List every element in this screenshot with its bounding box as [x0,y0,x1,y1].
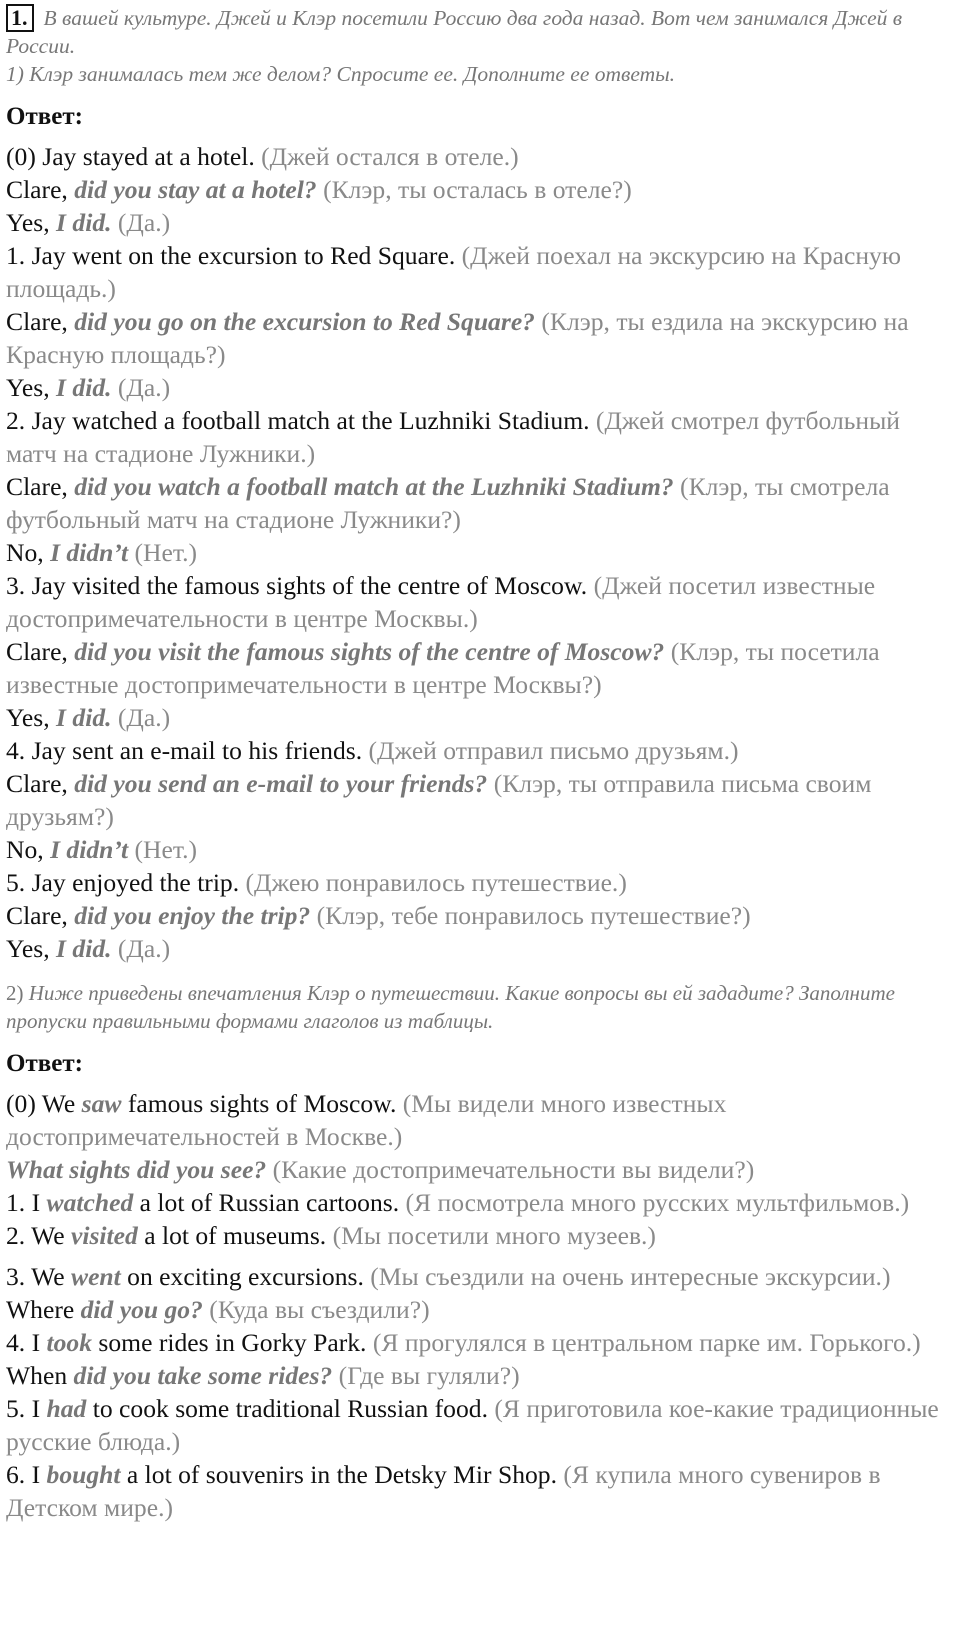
answer-fill: watched [46,1188,134,1217]
translation-text: (Я купила много сувениров в Детском мире.) [6,1460,881,1522]
answer-line [6,833,946,866]
answer-line [6,1359,946,1392]
task-2-text: Ниже приведены впечатления Клэр о путешествии. Какие вопросы вы ей зададите? Заполните пропуски правильными формами глаголов из таблицы. [6,981,895,1033]
answer-line [6,371,946,404]
translation-text: (Джей посетил известные достопримечательности в центре Москвы.) [6,571,876,633]
answer-line [6,305,946,371]
translation-text: (Джею понравилось путешествие.) [245,868,627,897]
translation-text: (Какие достопримечательности вы видели?) [266,1155,755,1184]
translation-text: (Мы видели много известных достопримечательностей в Москве.) [6,1089,727,1151]
answer-fill: went [71,1262,121,1291]
translation-text: (Клэр, тебе понравилось путешествие?) [310,901,751,930]
answer-fill: I did. [56,703,112,732]
answer-fill: did you enjoy the trip? [74,901,311,930]
answer-fill: did you visit the famous sights of the centre of Moscow? [74,637,665,666]
translation-text: (Да.) [111,934,171,963]
answer-fill: bought [46,1460,121,1489]
sentence-text: Clare, [6,901,75,930]
translation-text: (Я посмотрела много русских мультфильмов.) [405,1188,910,1217]
translation-text: (Джей остался в отеле.) [261,142,519,171]
sentence-text: on exciting excursions. [120,1262,371,1291]
translation-text: (Да.) [111,373,171,402]
sentence-text: 5. I [6,1394,47,1423]
answer-fill: did you watch a football match at the Luzhniki Stadium? [74,472,674,501]
sentence-text: 1. I [6,1188,47,1217]
answer-line [6,470,946,536]
answer-line [6,1087,946,1153]
answer-line [6,1219,946,1252]
answer-fill: I did. [56,934,112,963]
exercise-task-2 [6,979,946,1035]
exercise-instruction: В вашей культуре. Джей и Клэр посетили Россию два года назад. Вот чем занимался Джей в России. [6,6,903,58]
sentence-text: Yes, [6,373,57,402]
sentence-text: (0) We [6,1089,82,1118]
answer-fill: did you go? [80,1295,203,1324]
answer-fill: What sights did you see? [6,1155,267,1184]
answer-line [6,1326,946,1359]
sentence-text: Clare, [6,175,75,204]
answer-line [6,899,946,932]
answer-line [6,701,946,734]
answer-line [6,1392,946,1458]
spacer [6,1252,946,1260]
answer-line [6,173,946,206]
answer-fill: I did. [56,208,112,237]
translation-text: (Джей смотрел футбольный матч на стадионе Лужники.) [6,406,900,468]
answer-fill: did you go on the excursion to Red Square? [74,307,535,336]
translation-text: (Клэр, ты смотрела футбольный матч на стадионе Лужники?) [6,472,890,534]
translation-text: (Да.) [111,703,171,732]
sentence-text: a lot of museums. [137,1221,333,1250]
translation-text: (Клэр, ты осталась в отеле?) [316,175,632,204]
answer-line [6,404,946,470]
answer-line [6,1186,946,1219]
translation-text: (Нет.) [128,538,198,567]
answer-line [6,239,946,305]
exercise-task-1: 1) Клэр занималась тем же делом? Спросите ее. Дополните ее ответы. [6,62,676,86]
sentence-text: to cook some traditional Russian food. [86,1394,495,1423]
answer-line [6,569,946,635]
answer-fill: took [46,1328,93,1357]
answer-block-2 [6,1087,946,1524]
sentence-text: Where [6,1295,81,1324]
sentence-text: 3. We [6,1262,71,1291]
translation-text: (Джей отправил письмо друзьям.) [368,736,739,765]
answer-line [6,635,946,701]
sentence-text: 6. I [6,1460,47,1489]
answer-fill: visited [71,1221,138,1250]
answer-fill: I did. [56,373,112,402]
sentence-text: Clare, [6,769,75,798]
sentence-text: some rides in Gorky Park. [92,1328,373,1357]
answer-fill: did you send an e-mail to your friends? [74,769,488,798]
sentence-text: Yes, [6,703,57,732]
answer-fill: I didn’t [50,538,129,567]
answer-fill: did you stay at a hotel? [74,175,317,204]
answer-line [6,206,946,239]
translation-text: (Клэр, ты ездила на экскурсию на Красную площадь?) [6,307,909,369]
answer-line [6,1153,946,1186]
translation-text: (Куда вы съездили?) [202,1295,430,1324]
sentence-text: Clare, [6,472,75,501]
sentence-text: 1. Jay went on the excursion to Red Square. [6,241,462,270]
sentence-text: Yes, [6,934,57,963]
answer-line [6,932,946,965]
answer-line [6,1458,946,1524]
sentence-text: 3. Jay visited the famous sights of the centre of Moscow. [6,571,594,600]
sentence-text: famous sights of Moscow. [121,1089,403,1118]
sentence-text: a lot of souvenirs in the Detsky Mir Shop. [120,1460,564,1489]
answer-fill: had [46,1394,87,1423]
sentence-text: (0) Jay stayed at a hotel. [6,142,262,171]
sentence-text: No, [6,835,51,864]
sentence-text: 2. Jay watched a football match at the Luzhniki Stadium. [6,406,596,435]
translation-text: (Где вы гуляли?) [332,1361,520,1390]
translation-text: (Да.) [111,208,171,237]
sentence-text: 5. Jay enjoyed the trip. [6,868,246,897]
sentence-text: Clare, [6,307,75,336]
sentence-text: No, [6,538,51,567]
answer-line [6,536,946,569]
answer-fill: saw [81,1089,122,1118]
sentence-text: a lot of Russian cartoons. [133,1188,406,1217]
translation-text: (Нет.) [128,835,198,864]
sentence-text: Yes, [6,208,57,237]
answer-line [6,767,946,833]
task-2-number: 2) [6,981,24,1005]
exercise-number: 1. [6,4,34,32]
translation-text: (Я прогулялся в центральном парке им. Горького.) [372,1328,921,1357]
exercise-intro [6,4,946,88]
answer-line [6,140,946,173]
translation-text: (Джей поехал на экскурсию на Красную площадь.) [6,241,901,303]
sentence-text: 2. We [6,1221,71,1250]
answer-line [6,734,946,767]
translation-text: (Я приготовила кое-какие традиционные русские блюда.) [6,1394,939,1456]
answer-fill: did you take some rides? [73,1361,333,1390]
sentence-text: When [6,1361,74,1390]
answer-block-1 [6,140,946,965]
answer-line [6,1293,946,1326]
answer-heading-1: Ответ: [6,103,83,130]
answer-fill: I didn’t [50,835,129,864]
answer-line [6,1260,946,1293]
translation-text: (Мы съездили на очень интересные экскурсии.) [370,1262,891,1291]
answer-heading-2: Ответ: [6,1050,83,1077]
answer-line [6,866,946,899]
translation-text: (Мы посетили много музеев.) [332,1221,656,1250]
translation-text: (Клэр, ты посетила известные достопримечательности в центре Москвы?) [6,637,880,699]
sentence-text: 4. I [6,1328,47,1357]
sentence-text: Clare, [6,637,75,666]
sentence-text: 4. Jay sent an e-mail to his friends. [6,736,369,765]
translation-text: (Клэр, ты отправила письма своим друзьям?) [6,769,872,831]
